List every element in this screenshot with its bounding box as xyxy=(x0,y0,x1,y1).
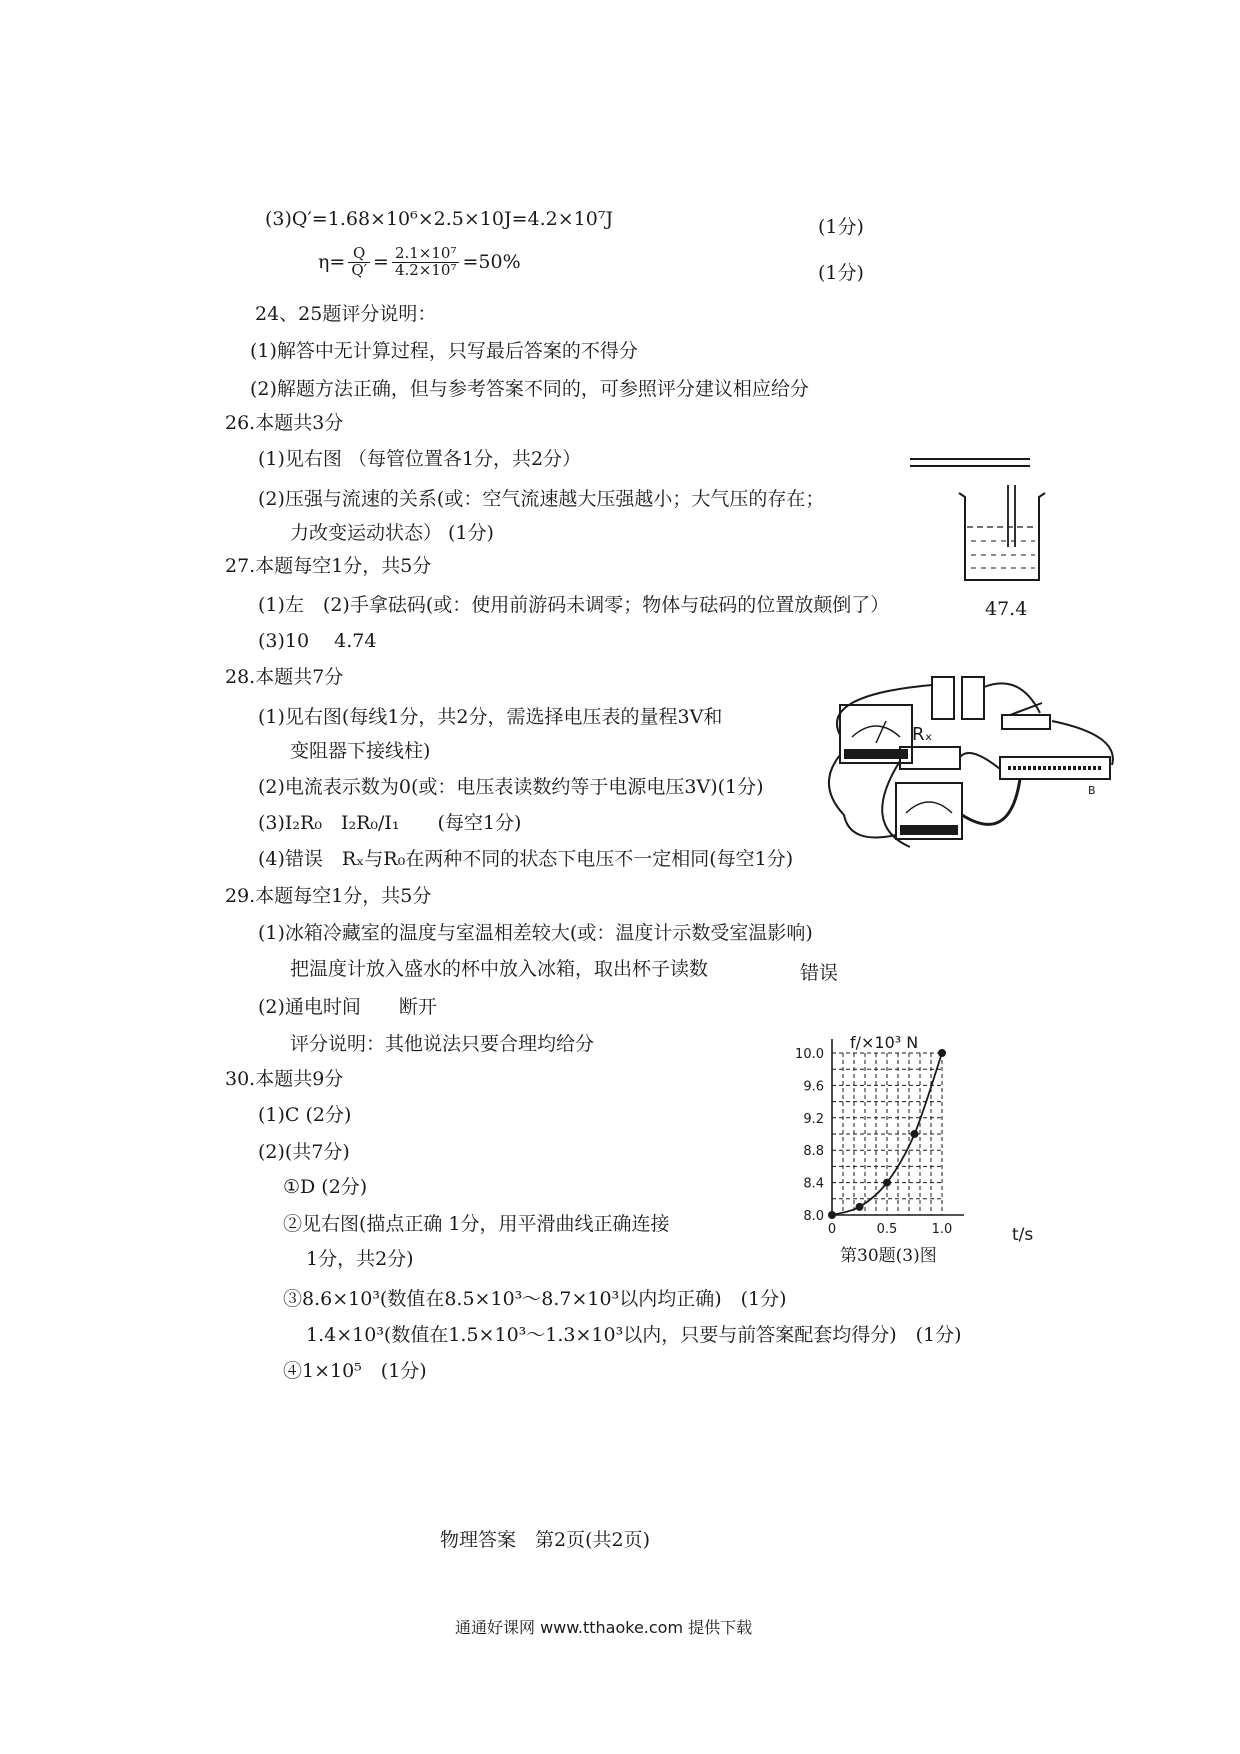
q30-line7: 1.4×10³(数值在1.5×10³～1.3×10³以内，只要与前答案配套均得分) (1分) xyxy=(306,1324,962,1346)
frac1-denominator: Q′ xyxy=(351,260,368,279)
q30-line8: ④1×10⁵ (1分) xyxy=(283,1360,427,1382)
q29-line1: (1)冰箱冷藏室的温度与室温相差较大(或：温度计示数受室温影响) xyxy=(258,922,813,944)
note2425-item2: (2)解题方法正确，但与参考答案不同的，可参照评分建议相应给分 xyxy=(250,378,809,400)
resistor-label: Rₓ xyxy=(912,724,933,745)
chart-x-axis-label: t/s xyxy=(1012,1225,1034,1245)
data-point xyxy=(911,1130,919,1138)
y-tick-label: 8.0 xyxy=(803,1209,824,1224)
y-tick-label: 8.8 xyxy=(803,1144,824,1160)
q28-line5: (4)错误 Rₓ与R₀在两种不同的状态下电压不一定相同(每空1分) xyxy=(258,848,794,870)
q29-line4: 评分说明：其他说法只要合理均给分 xyxy=(290,1033,595,1055)
download-credit: 通通好课网 www.tthaoke.com 提供下载 xyxy=(455,1618,753,1637)
frac2-numerator: 2.1×10⁷ xyxy=(392,246,460,263)
chart-ticks xyxy=(795,1047,952,1237)
q30-line2: (2)(共7分) xyxy=(258,1141,350,1163)
y-tick-label: 10.0 xyxy=(795,1047,824,1062)
beaker-diagram xyxy=(905,455,1055,590)
battery-icon xyxy=(962,677,984,719)
q29-line2-value: 错误 xyxy=(800,962,839,984)
meter-base xyxy=(844,749,908,759)
q30-line6: ③8.6×10³(数值在8.5×10³～8.7×10³以内均正确) (1分) xyxy=(283,1288,787,1310)
q26-title: 26.本题共3分 xyxy=(225,412,344,434)
q26-line2: (2)压强与流速的关系(或：空气流速越大压强越小；大气压的存在； xyxy=(258,488,825,510)
q28-line2: 变阻器下接线柱) xyxy=(290,740,431,762)
x-tick-label: 1.0 xyxy=(931,1222,953,1237)
q28-title: 28.本题共7分 xyxy=(225,666,344,688)
note2425-item1: (1)解答中无计算过程，只写最后答案的不得分 xyxy=(250,340,638,362)
data-point xyxy=(828,1211,836,1219)
y-tick-label: 9.6 xyxy=(803,1079,824,1095)
q27-title: 27.本题每空1分，共5分 xyxy=(225,555,432,577)
q30-line4: ②见右图(描点正确 1分，用平滑曲线正确连接 xyxy=(283,1213,670,1235)
q25-efficiency xyxy=(318,246,521,279)
q28-line3: (2)电流表示数为0(或：电压表读数约等于电源电压3V)(1分) xyxy=(258,776,764,798)
q30-line5: 1分，共2分) xyxy=(306,1248,414,1270)
fraction-q-over-qprime xyxy=(348,246,370,279)
beaker xyxy=(959,493,1045,580)
data-point xyxy=(856,1203,864,1211)
q25-line1-score: (1分) xyxy=(818,216,864,238)
wire xyxy=(984,683,1040,713)
frac2-denominator: 4.2×10⁷ xyxy=(394,260,457,279)
equals-sign: = xyxy=(373,250,389,273)
q27-line1: (1)左 (2)手拿砝码(或：使用前游码未调零；物体与砝码的位置放颠倒了） xyxy=(258,594,890,616)
fraction-values xyxy=(392,246,460,279)
page-footer: 物理答案 第2页(共2页) xyxy=(440,1529,651,1551)
q25-line1: (3)Q′=1.68×10⁶×2.5×10J=4.2×10⁷J xyxy=(265,208,614,230)
eta-prefix: η= xyxy=(318,250,346,273)
q29-title: 29.本题每空1分，共5分 xyxy=(225,885,432,907)
battery-icon xyxy=(932,677,954,719)
q26-line3: 力改变运动状态） (1分) xyxy=(290,522,494,544)
q30-title: 30.本题共9分 xyxy=(225,1068,344,1090)
x-tick-label: 0 xyxy=(827,1222,837,1237)
meter-needle xyxy=(876,721,886,743)
chart-y-axis-label: f/×10³ N xyxy=(850,1033,919,1052)
resistor-rx xyxy=(900,747,960,769)
q27-value1: 47.4 xyxy=(985,598,1028,620)
meter-base xyxy=(900,825,958,835)
force-time-chart xyxy=(790,1025,1070,1265)
q27-line2: (3)10 4.74 xyxy=(258,630,377,652)
chart-grid xyxy=(832,1053,942,1215)
eta-result: =50% xyxy=(462,250,521,273)
switch-icon xyxy=(1002,715,1050,729)
meter-scale xyxy=(852,726,900,737)
wire xyxy=(1052,721,1113,765)
circuit-diagram xyxy=(820,665,1240,860)
q29-line2: 把温度计放入盛水的杯中放入冰箱，取出杯子读数 xyxy=(290,958,709,980)
data-point xyxy=(883,1179,891,1187)
frac1-numerator: Q xyxy=(348,246,370,263)
x-tick-label: 0.5 xyxy=(876,1222,898,1237)
chart-title: 第30题(3)图 xyxy=(840,1246,937,1265)
y-tick-label: 9.2 xyxy=(803,1111,824,1127)
wire xyxy=(962,779,1020,824)
data-point xyxy=(938,1049,946,1057)
q30-line3: ①D (2分) xyxy=(283,1176,368,1198)
note2425-title: 24、25题评分说明： xyxy=(255,303,437,325)
meter-scale xyxy=(906,802,952,813)
q26-line1: (1)见右图 （每管位置各1分，共2分） xyxy=(258,448,582,470)
q30-line1: (1)C (2分) xyxy=(258,1104,352,1126)
terminal-b-label: B xyxy=(1088,784,1096,797)
q25-line2-score: (1分) xyxy=(818,262,864,284)
wire xyxy=(960,753,1000,769)
y-tick-label: 8.4 xyxy=(803,1176,824,1192)
q28-line4: (3)I₂R₀ I₂R₀/I₁ (每空1分) xyxy=(258,812,522,834)
q28-line1: (1)见右图(每线1分，共2分，需选择电压表的量程3V和 xyxy=(258,706,723,728)
q29-line3: (2)通电时间 断开 xyxy=(258,996,437,1018)
